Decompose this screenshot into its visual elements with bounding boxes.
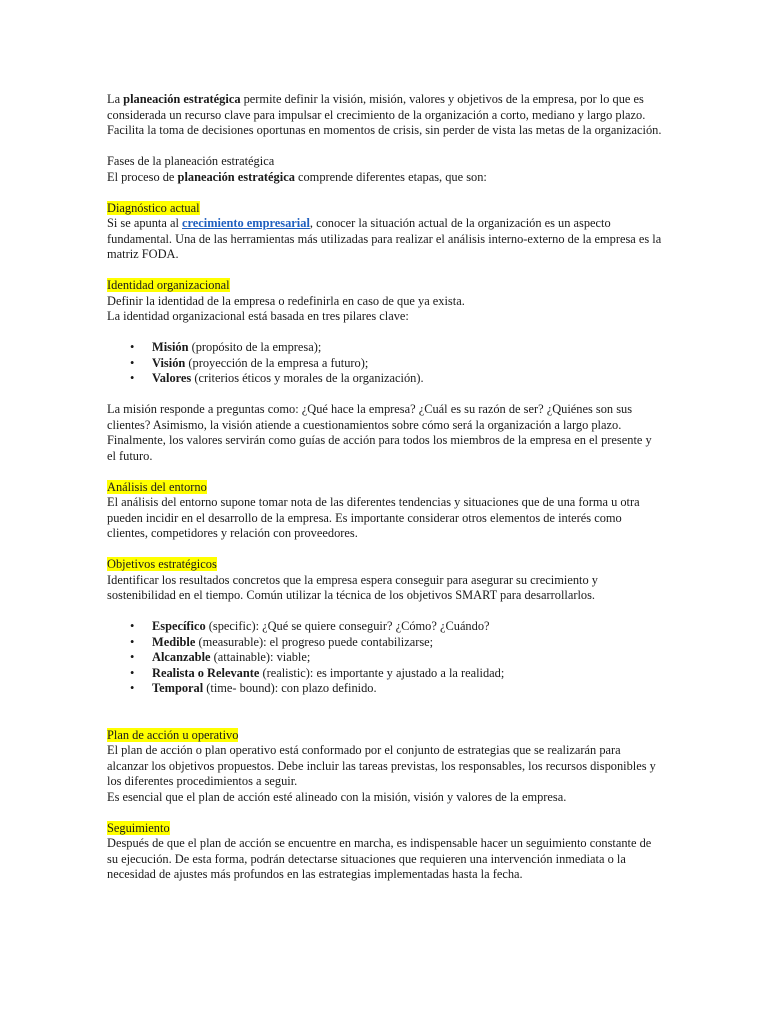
diagnostico-heading-text: Diagnóstico actual xyxy=(107,200,200,215)
spacer xyxy=(107,464,663,480)
phases-title: Fases de la planeación estratégica xyxy=(107,154,275,168)
list-item-term: Alcanzable xyxy=(152,650,211,664)
list-item xyxy=(107,356,663,372)
list-item-desc: (time- bound): con plazo definido. xyxy=(203,681,377,695)
intro-text-start: La xyxy=(107,92,124,106)
identidad-line-1: Definir la identidad de la empresa o redefinirla en caso de que ya exista. xyxy=(107,293,465,308)
list-item-term: Visión xyxy=(152,355,186,370)
list-item xyxy=(107,619,663,635)
plan-paragraph-2: Es esencial que el plan de acción esté alineado con la misión, visión y valores de la empresa. xyxy=(107,789,567,804)
identidad-explanation: La misión responde a preguntas como: ¿Qué hace la empresa? ¿Cuál es su razón de ser? ¿Quiénes son sus clientes? Asimismo, la visión atiende a cuestionamientos sobre cómo será la organización a largo plazo. Finalmente, los valores servirán como guías de acción para todos los miembros de la empresa en el presente y el futuro. xyxy=(107,402,652,463)
section-heading-diagnostico xyxy=(107,201,663,217)
list-item-desc: (proyección de la empresa a futuro); xyxy=(185,355,369,370)
spacer xyxy=(107,387,663,403)
identidad-pillars-list xyxy=(107,340,663,387)
phases-intro-end: comprende diferentes etapas, que son: xyxy=(294,169,487,184)
entorno-heading-text: Análisis del entorno xyxy=(107,479,207,494)
list-item-desc: (attainable): viable; xyxy=(210,650,311,664)
list-item-term: Medible xyxy=(152,634,196,649)
crecimiento-empresarial-link[interactable]: crecimiento empresarial xyxy=(182,216,310,230)
spacer xyxy=(107,185,663,201)
intro-paragraph xyxy=(107,92,663,139)
diagnostico-paragraph xyxy=(107,216,663,263)
diagnostico-text-end: , conocer la situación actual de la organización es un aspecto fundamental. Una de las herramientas más utilizadas para realizar el análisis interno-externo de la empresa es la matriz FODA. xyxy=(107,216,662,261)
list-item-desc: (propósito de la empresa); xyxy=(188,340,322,354)
document-body xyxy=(107,92,663,883)
intro-text-end: permite definir la visión, misión, valores y objetivos de la empresa, por lo que es considerada un recurso clave para impulsar el crecimiento de la organización a corto, mediano y largo plazo. Facilita la toma de decisiones oportunas en momentos de crisis, sin perder de vista las metas de la organización. xyxy=(107,92,662,137)
section-heading-seguimiento xyxy=(107,821,663,837)
smart-objectives-list xyxy=(107,619,663,697)
phases-intro xyxy=(107,170,663,186)
seguimiento-paragraph: Después de que el plan de acción se encuentre en marcha, es indispensable hacer un seguimiento constante de su ejecución. De esta forma, podrán detectarse situaciones que requieren una intervención inmediata o la necesidad de ajustes más profundos en las estrategias implementadas hasta la fecha. xyxy=(107,836,652,881)
plan-heading-text: Plan de acción u operativo xyxy=(107,727,239,742)
seguimiento-heading-text: Seguimiento xyxy=(107,820,170,835)
list-item-desc: (realistic): es importante y ajustado a la realidad; xyxy=(259,665,505,680)
list-item-desc: (measurable): el progreso puede contabilizarse; xyxy=(195,634,434,649)
objetivos-heading-text: Objetivos estratégicos xyxy=(107,557,217,571)
list-item-desc: (criterios éticos y morales de la organización). xyxy=(191,371,424,385)
plan-paragraph: El plan de acción o plan operativo está conformado por el conjunto de estrategias que se realizarán para alcanzar los objetivos propuestos. Debe incluir las tareas previstas, los responsables, los recursos disponibles y los diferentes procedimientos a seguir. xyxy=(107,743,656,788)
identidad-heading-text: Identidad organizacional xyxy=(107,278,230,292)
list-item-term: Temporal xyxy=(152,681,204,695)
phases-intro-start: El proceso de xyxy=(107,169,178,184)
phases-intro-bold: planeación estratégica xyxy=(177,169,295,184)
identidad-line-2: La identidad organizacional está basada en tres pilares clave: xyxy=(107,309,409,323)
intro-bold-term: planeación estratégica xyxy=(123,92,241,106)
list-item xyxy=(107,635,663,651)
list-item-term: Misión xyxy=(152,340,189,354)
section-heading-plan xyxy=(107,728,663,744)
spacer xyxy=(107,325,663,341)
section-heading-entorno xyxy=(107,480,663,496)
list-item xyxy=(107,681,663,697)
diagnostico-text-start: Si se apunta al xyxy=(107,216,183,230)
list-item-term: Específico xyxy=(152,619,206,633)
spacer xyxy=(107,542,663,558)
spacer xyxy=(107,712,663,728)
spacer xyxy=(107,697,663,713)
section-heading-objetivos xyxy=(107,557,663,573)
list-item xyxy=(107,666,663,682)
list-item-term: Valores xyxy=(152,371,192,385)
list-item xyxy=(107,340,663,356)
list-item xyxy=(107,650,663,666)
section-heading-identidad xyxy=(107,278,663,294)
spacer xyxy=(107,263,663,279)
spacer xyxy=(107,805,663,821)
objetivos-paragraph: Identificar los resultados concretos que la empresa espera conseguir para asegurar su crecimiento y sostenibilidad en el tiempo. Común utilizar la técnica de los objetivos SMART para desarrollarlos. xyxy=(107,572,598,602)
list-item-desc: (specific): ¿Qué se quiere conseguir? ¿Cómo? ¿Cuándo? xyxy=(205,619,490,633)
list-item xyxy=(107,371,663,387)
entorno-paragraph: El análisis del entorno supone tomar nota de las diferentes tendencias y situaciones que de una forma u otra pueden incidir en el desarrollo de la empresa. Es importante considerar otros elementos de interés como clientes, competidores y relación con proveedores. xyxy=(107,495,640,540)
spacer xyxy=(107,604,663,620)
spacer xyxy=(107,139,663,155)
list-item-term: Realista o Relevante xyxy=(152,665,260,680)
